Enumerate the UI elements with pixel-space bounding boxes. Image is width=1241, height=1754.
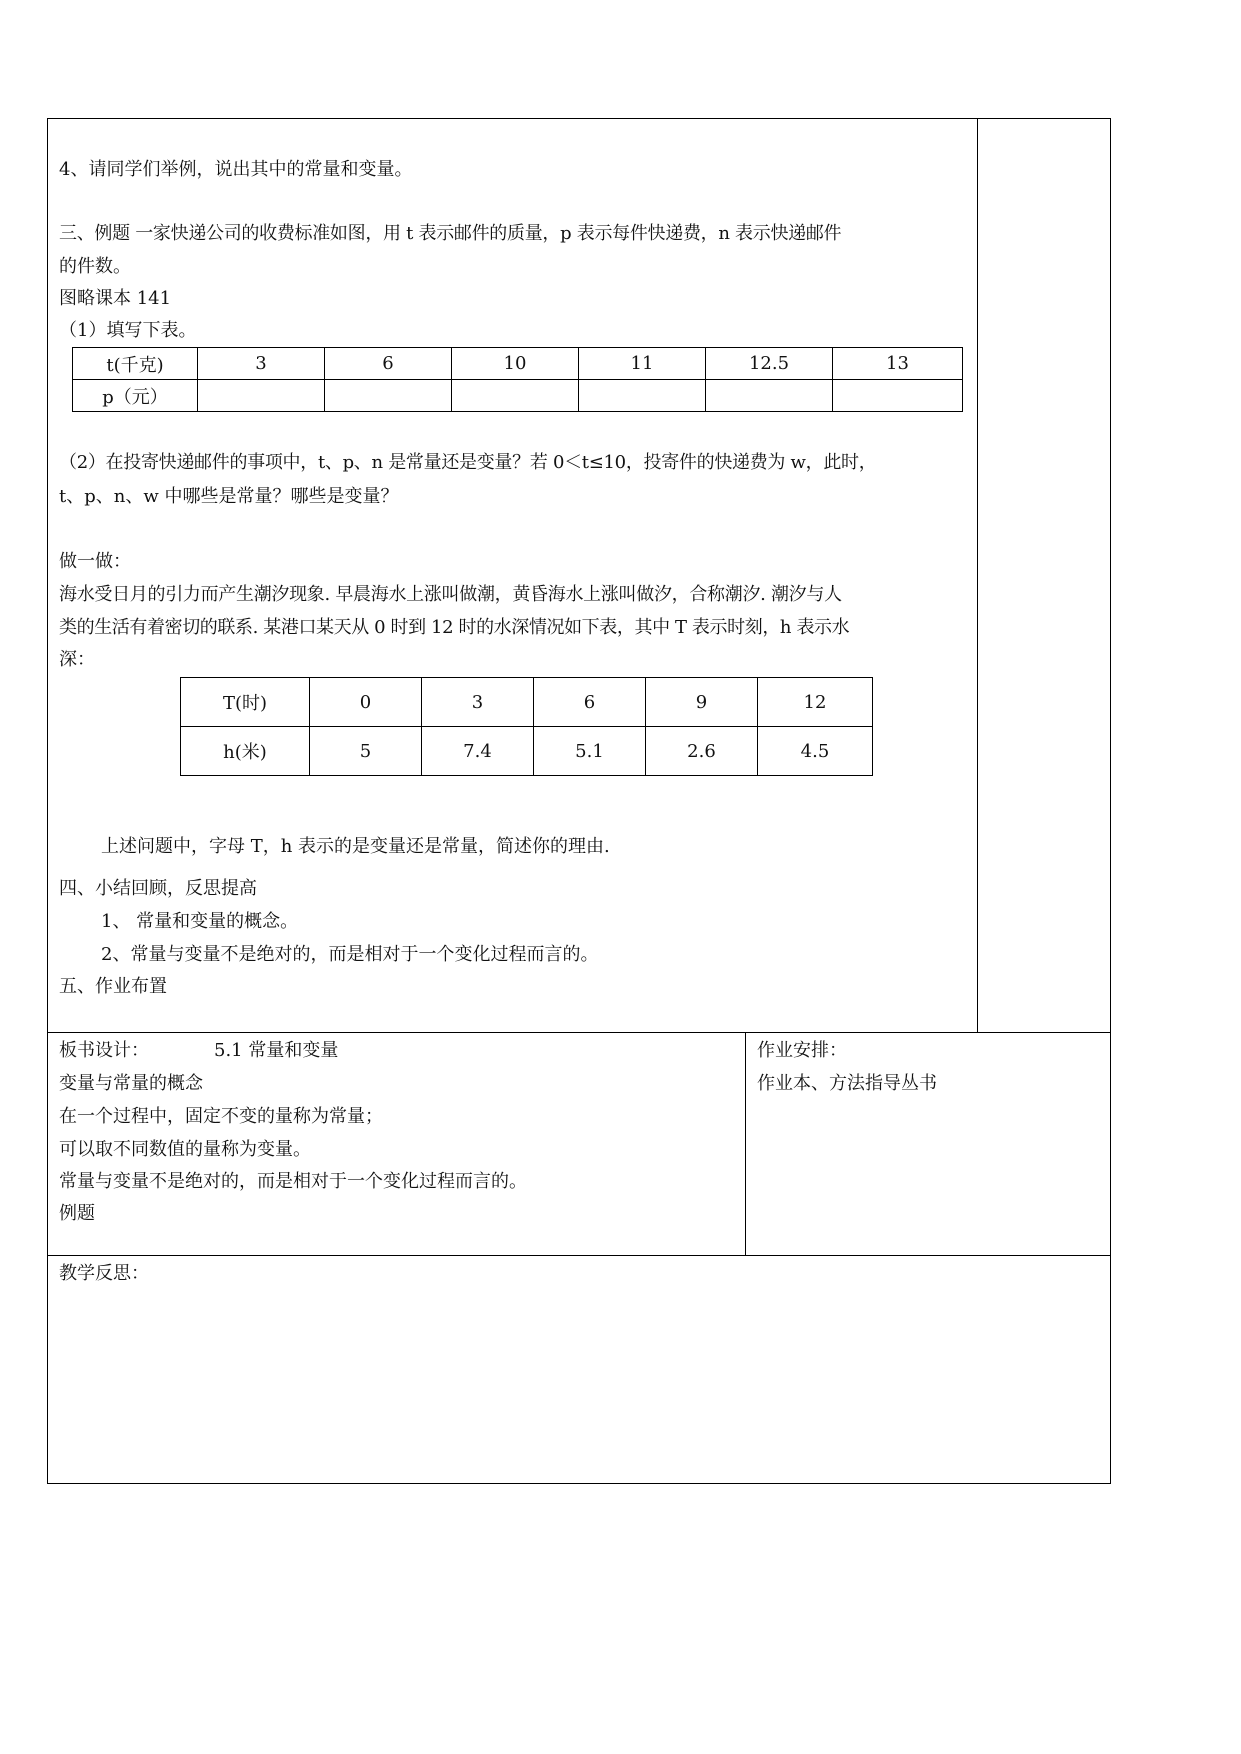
homework-title: 五、作业布置 xyxy=(59,976,167,997)
summary-title: 四、小结回顾，反思提高 xyxy=(59,878,257,899)
part2-line-1: （2）在投寄快递邮件的事项中，t、p、n 是常量还是变量？若 0＜t≤10，投寄件的快递费为 w，此时， xyxy=(59,452,877,473)
board-assignment-divider xyxy=(745,1032,746,1255)
table-cell: 10 xyxy=(452,348,579,380)
table-cell: 6 xyxy=(325,348,452,380)
table-cell: 12.5 xyxy=(706,348,833,380)
cell-t-label: t(千克) xyxy=(73,348,198,380)
table-cell: 3 xyxy=(422,678,534,727)
table-cell-blank[interactable] xyxy=(198,380,325,412)
table-cell-blank[interactable] xyxy=(833,380,963,412)
tide-table xyxy=(180,677,873,776)
board-line-4: 常量与变量不是绝对的，而是相对于一个变化过程而言的。 xyxy=(59,1171,527,1192)
table-cell: 0 xyxy=(310,678,422,727)
board-line-5: 例题 xyxy=(59,1203,95,1224)
table-cell-blank[interactable] xyxy=(325,380,452,412)
table-cell-blank[interactable] xyxy=(706,380,833,412)
table-row-t xyxy=(73,348,963,380)
reflection-area[interactable] xyxy=(48,1290,1110,1483)
table-row-p xyxy=(73,380,963,412)
assignment-label: 作业安排： xyxy=(757,1040,847,1061)
summary-item-1: 1、 常量和变量的概念。 xyxy=(101,911,299,932)
table-cell: 5 xyxy=(310,727,422,776)
board-line-3: 可以取不同数值的量称为变量。 xyxy=(59,1139,311,1160)
question-text: 上述问题中，字母 T，h 表示的是变量还是常量，简述你的理由. xyxy=(101,836,610,857)
cell-T-label: T(时) xyxy=(181,678,310,727)
table-cell: 13 xyxy=(833,348,963,380)
mail-fee-table xyxy=(72,347,963,412)
table-cell: 11 xyxy=(579,348,706,380)
table-cell: 6 xyxy=(534,678,646,727)
cell-h-label: h(米) xyxy=(181,727,310,776)
table-cell: 5.1 xyxy=(534,727,646,776)
cell-p-label: p（元） xyxy=(73,380,198,412)
part1-text: （1）填写下表。 xyxy=(59,320,197,341)
reflection-section-divider xyxy=(47,1255,1111,1256)
table-cell: 4.5 xyxy=(758,727,873,776)
q4-text: 4、请同学们举例，说出其中的常量和变量。 xyxy=(59,159,413,180)
table-cell: 2.6 xyxy=(646,727,758,776)
doit-line-1: 海水受日月的引力而产生潮汐现象. 早晨海水上涨叫做潮，黄昏海水上涨叫做汐，合称潮汐. 潮汐与人 xyxy=(59,584,842,605)
table-cell: 3 xyxy=(198,348,325,380)
part2-line-2: t、p、n、w 中哪些是常量？哪些是变量？ xyxy=(59,486,399,507)
board-section-divider xyxy=(47,1032,1111,1033)
board-line-2: 在一个过程中，固定不变的量称为常量； xyxy=(59,1106,383,1127)
doit-line-3: 深： xyxy=(59,649,95,670)
board-line-1: 变量与常量的概念 xyxy=(59,1073,203,1094)
example-line-1: 三、例题 一家快递公司的收费标准如图，用 t 表示邮件的质量，p 表示每件快递费，n 表示快递邮件 xyxy=(59,223,842,244)
table-cell: 12 xyxy=(758,678,873,727)
table-row-h xyxy=(181,727,873,776)
table-row-T xyxy=(181,678,873,727)
board-label: 板书设计： xyxy=(59,1040,149,1061)
table-cell: 9 xyxy=(646,678,758,727)
example-line-2: 的件数。 xyxy=(59,256,131,277)
assignment-content: 作业本、方法指导丛书 xyxy=(757,1073,937,1094)
table-cell-blank[interactable] xyxy=(452,380,579,412)
table-cell: 7.4 xyxy=(422,727,534,776)
doit-title: 做一做： xyxy=(59,551,131,572)
reflection-label: 教学反思： xyxy=(59,1263,149,1284)
summary-item-2: 2、常量与变量不是绝对的，而是相对于一个变化过程而言的。 xyxy=(101,944,599,965)
board-title: 5.1 常量和变量 xyxy=(214,1040,339,1061)
table-cell-blank[interactable] xyxy=(579,380,706,412)
right-margin-divider xyxy=(977,118,978,1032)
figure-note: 图略课本 141 xyxy=(59,288,172,309)
doit-line-2: 类的生活有着密切的联系. 某港口某天从 0 时到 12 时的水深情况如下表，其中 T 表示时刻，h 表示水 xyxy=(59,617,850,638)
page-frame xyxy=(47,118,1111,1484)
